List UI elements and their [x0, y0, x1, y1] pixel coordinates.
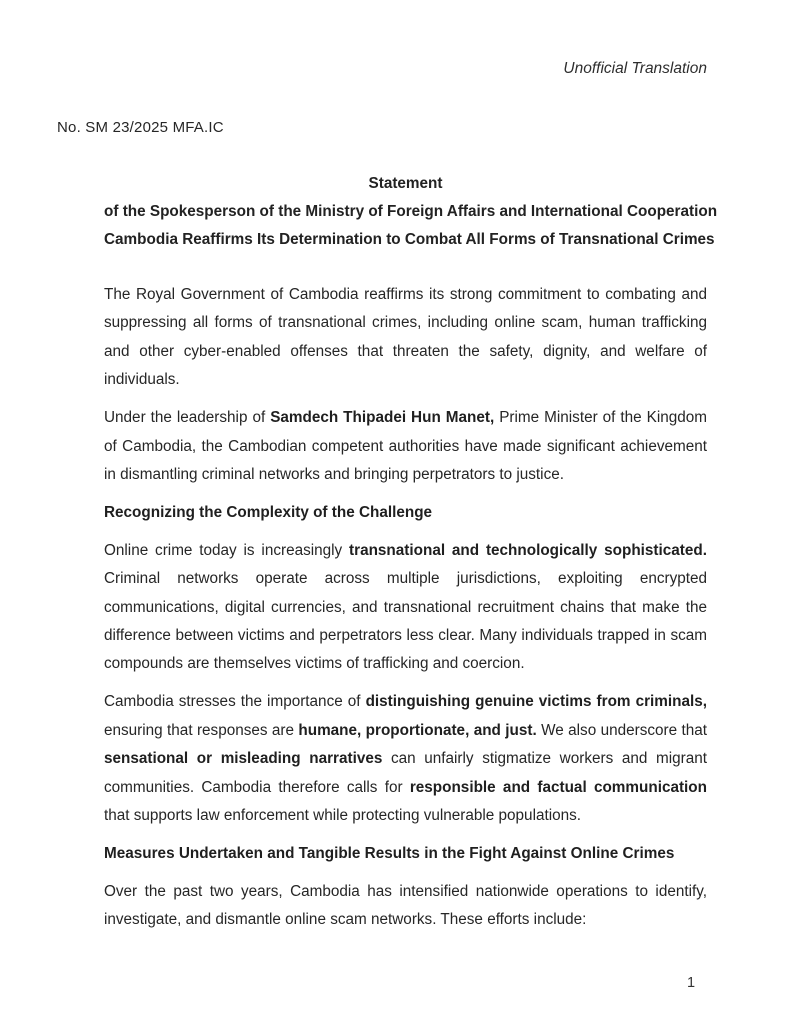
- text-run: Online crime today is increasingly: [104, 541, 350, 559]
- document-body: [104, 281, 707, 944]
- text-run: sensational or misleading narratives: [104, 750, 383, 768]
- unofficial-translation-note: Unofficial Translation: [563, 60, 707, 77]
- document-title: Statement: [368, 175, 443, 192]
- text-run: Samdech Thipadei Hun Manet,: [270, 409, 495, 427]
- paragraph: [104, 404, 707, 489]
- text-run: Measures Undertaken and Tangible Results in the Fight Against Online Crimes: [104, 844, 675, 862]
- reference-number: No. SM 23/2025 MFA.IC: [57, 119, 224, 136]
- text-run: Under the leadership of: [104, 409, 271, 427]
- text-run: Cambodia stresses the importance of: [104, 693, 366, 711]
- text-run: can unfairly stigmatize workers and migrant communities. Cambodia therefore calls for: [104, 750, 707, 796]
- text-run: transnational and technologically sophisticated.: [349, 541, 707, 559]
- document-subtitle-topic: Cambodia Reaffirms Its Determination to Combat All Forms of Transnational Crimes: [104, 231, 715, 249]
- paragraph: [104, 537, 707, 679]
- text-run: humane, proportionate, and just.: [298, 721, 537, 739]
- text-run: distinguishing genuine victims from criminals,: [365, 693, 707, 711]
- text-run: responsible and factual communication: [409, 778, 707, 796]
- text-run: Criminal networks operate across multiple jurisdictions, exploiting encrypted communications, digital currencies, and transnational recruitment chains that make the difference between victims and perpetrators less clear. Many individuals trapped in scam compounds are themselves victims of trafficking and coercion.: [104, 570, 707, 673]
- section-heading: [104, 840, 707, 868]
- text-run: We also underscore that: [536, 721, 707, 739]
- paragraph: [104, 281, 707, 395]
- text-run: Over the past two years, Cambodia has intensified nationwide operations to identify, investigate, and dismantle online scam networks. These efforts include:: [104, 882, 707, 929]
- text-run: Prime Minister of the Kingdom of Cambodia, the Cambodian competent authorities have made significant achievement in dismantling criminal networks and bringing perpetrators to justice.: [104, 409, 707, 483]
- section-heading: [104, 499, 707, 527]
- text-run: that supports law enforcement while protecting vulnerable populations.: [104, 806, 582, 824]
- text-run: Recognizing the Complexity of the Challenge: [104, 503, 433, 521]
- paragraph: [104, 878, 707, 935]
- title-block: [104, 170, 718, 255]
- page-number: 1: [687, 975, 696, 991]
- text-run: The Royal Government of Cambodia reaffirms its strong commitment to combating and suppressing all forms of transnational crimes, including online scam, human trafficking and other cyber-enabled offenses that threaten the safety, dignity, and welfare of individuals.: [104, 286, 707, 389]
- paragraph: [104, 688, 707, 830]
- document-subtitle-author: of the Spokesperson of the Ministry of Foreign Affairs and International Cooperation: [104, 203, 718, 221]
- text-run: ensuring that responses are: [104, 721, 299, 739]
